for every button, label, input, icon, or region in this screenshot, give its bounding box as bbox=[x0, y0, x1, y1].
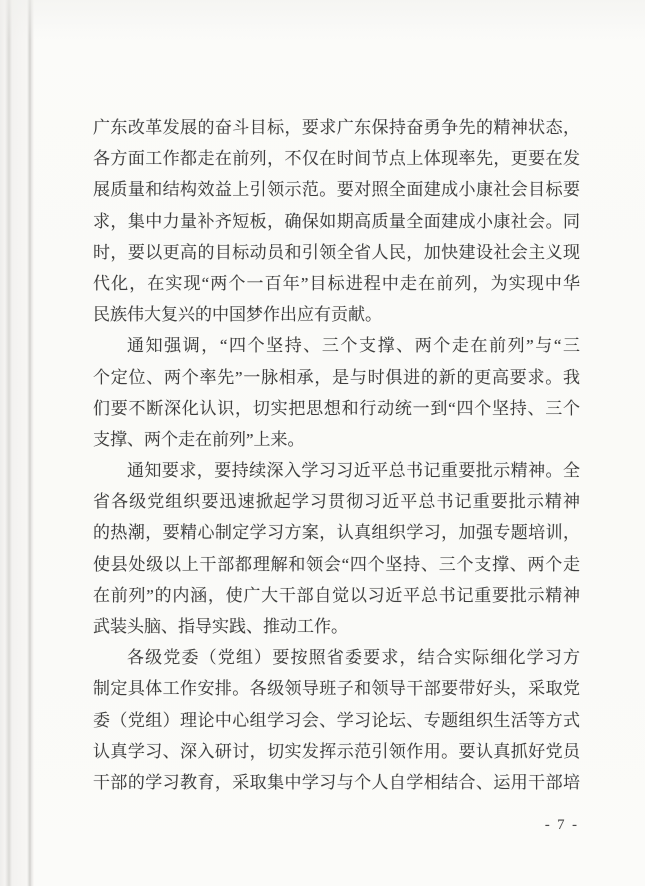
text-line: 在前列”的内涵，使广大干部自觉以习近平总书记重要批示精神 bbox=[93, 585, 580, 605]
text-line: 武装头脑、指导实践、推动工作。 bbox=[93, 617, 348, 636]
text-line: 通知强调，“四个坚持、三个支撑、两个走在前列”与“三 bbox=[127, 336, 580, 356]
text-line: 使县处级以上干部都理解和领会“四个坚持、三个支撑、两个走 bbox=[93, 554, 580, 574]
text-line: 委（党组）理论中心组学习会、学习论坛、专题组织生活等方式 bbox=[93, 710, 580, 730]
text-line: 时，要以更高的目标动员和引领全省人民，加快建设社会主义现 bbox=[93, 242, 580, 262]
text-line: 的热潮，要精心制定学习方案，认真组织学习，加强专题培训， bbox=[93, 523, 580, 543]
text-line: 省各级党组织要迅速掀起学习贯彻习近平总书记重要批示精神 bbox=[93, 492, 580, 512]
text-line: 代化，在实现“两个一百年”目标进程中走在前列，为实现中华 bbox=[93, 273, 580, 293]
scan-top-haze bbox=[0, 0, 645, 40]
text-line: 各级党委（党组）要按照省委要求，结合实际细化学习方 bbox=[127, 648, 580, 668]
text-line: 民族伟大复兴的中国梦作出应有贡献。 bbox=[93, 305, 382, 325]
text-line: 干部的学习教育，采取集中学习与个人自学相结合、运用干部培 bbox=[93, 772, 580, 792]
text-line: 认真学习、深入研讨，切实发挥示范引领作用。要认真抓好党员 bbox=[93, 741, 580, 761]
text-line: 展质量和结构效益上引领示范。要对照全面建成小康社会目标要 bbox=[93, 180, 580, 200]
text-line: 个定位、两个率先”一脉相承，是与时俱进的新的更高要求。我 bbox=[93, 367, 580, 387]
scan-left-edge-shadow bbox=[0, 0, 34, 886]
page-number: - 7 - bbox=[544, 817, 579, 833]
text-line: 各方面工作都走在前列，不仅在时间节点上体现率先，更要在发 bbox=[93, 149, 580, 169]
text-line: 们要不断深化认识，切实把思想和行动统一到“四个坚持、三个 bbox=[93, 398, 580, 418]
text-line: 支撑、两个走在前列”上来。 bbox=[93, 429, 305, 449]
text-line: 通知要求，要持续深入学习习近平总书记重要批示精神。全 bbox=[127, 461, 580, 481]
text-block bbox=[93, 112, 580, 798]
text-line: 制定具体工作安排。各级领导班子和领导干部要带好头，采取党 bbox=[93, 679, 580, 699]
text-line: 求，集中力量补齐短板，确保如期高质量全面建成小康社会。同 bbox=[93, 211, 580, 231]
text-line: 广东改革发展的奋斗目标，要求广东保持奋勇争先的精神状态， bbox=[93, 118, 580, 137]
